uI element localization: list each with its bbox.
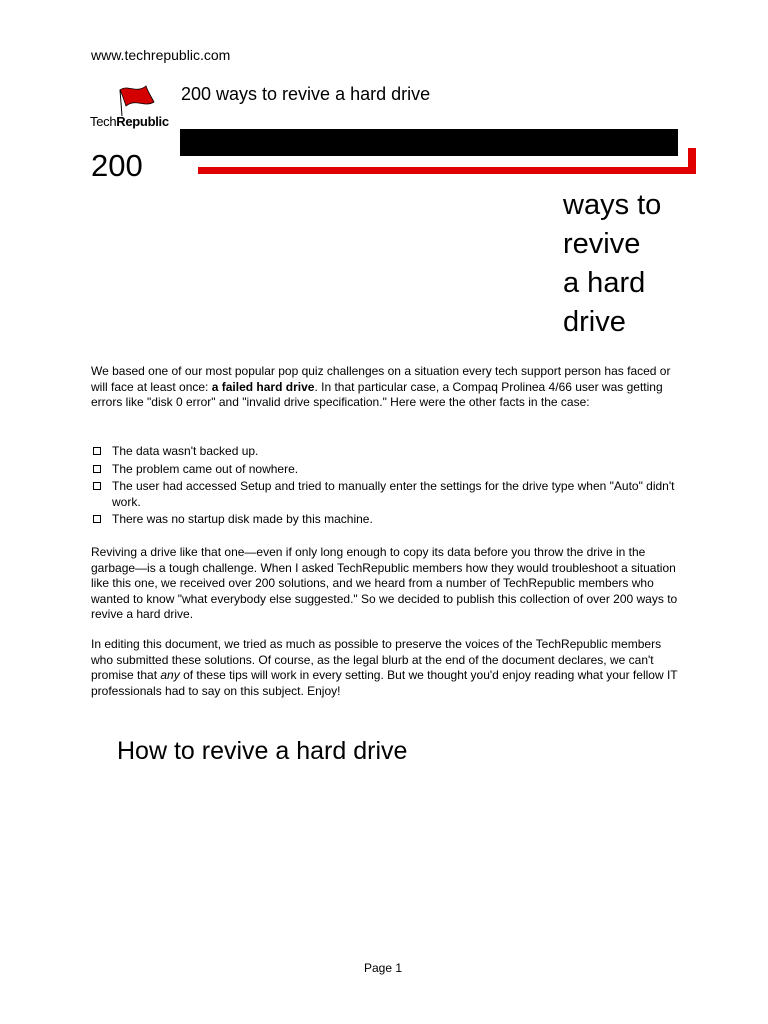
title-stack <box>563 186 661 342</box>
checkbox-bullet-icon <box>93 465 101 473</box>
checkbox-bullet-icon <box>93 515 101 523</box>
title-line: drive <box>563 306 626 338</box>
list-item: There was no startup disk made by this machine. <box>91 512 691 528</box>
list-item: The user had accessed Setup and tried to manually enter the settings for the drive type when "Auto" didn't work. <box>91 479 691 510</box>
title-line: revive <box>563 228 641 260</box>
document-heading: 200 ways to revive a hard drive <box>181 84 431 104</box>
italic-word: any <box>160 668 180 682</box>
page-number: Page 1 <box>364 961 403 975</box>
title-line: a hard <box>563 267 646 299</box>
facts-list <box>91 444 691 530</box>
section-heading: How to revive a hard drive <box>117 737 408 765</box>
list-item: The problem came out of nowhere. <box>91 462 691 478</box>
checkbox-bullet-icon <box>93 482 101 490</box>
flag-icon <box>106 80 166 118</box>
techrepublic-logo <box>88 80 178 130</box>
bold-phrase: a failed hard drive <box>211 379 315 394</box>
logo-wordmark: TechRepublic <box>90 114 169 129</box>
site-url: www.techrepublic.com <box>91 47 231 63</box>
body-paragraph: In editing this document, we tried as much as possible to preserve the voices of the TechRepublic members who submitted these solutions. Of course, as the legal blurb at the end of the document declares, we can't promise that any of these tips will work in every setting. But we thought you'd enjoy reading what your fellow IT professionals had to say on this subject. Enjoy! <box>91 637 678 698</box>
black-bar <box>180 129 678 156</box>
checkbox-bullet-icon <box>93 447 101 455</box>
intro-paragraph: We based one of our most popular pop quiz challenges on a situation every tech support person has faced or will face at least once: a failed hard drive. In that particular case, a Compaq Prolinea 4/66 user was getting errors like "disk 0 error" and "invalid drive specification." Here were the other facts in the case: <box>91 364 671 409</box>
body-paragraph: Reviving a drive like that one—even if only long enough to copy its data before you throw the drive in the garbage—is a tough challenge. When I asked TechRepublic members how they would troubleshoot a situation like this one, we received over 200 solutions, and we heard from a number of TechRepublic members who wanted to know "what everybody else suggested." So we decided to publish this collection of over 200 ways to revive a hard drive. <box>91 545 678 621</box>
list-item: The data wasn't backed up. <box>91 444 691 460</box>
title-number: 200 <box>91 148 143 183</box>
title-line: ways to <box>563 189 662 221</box>
